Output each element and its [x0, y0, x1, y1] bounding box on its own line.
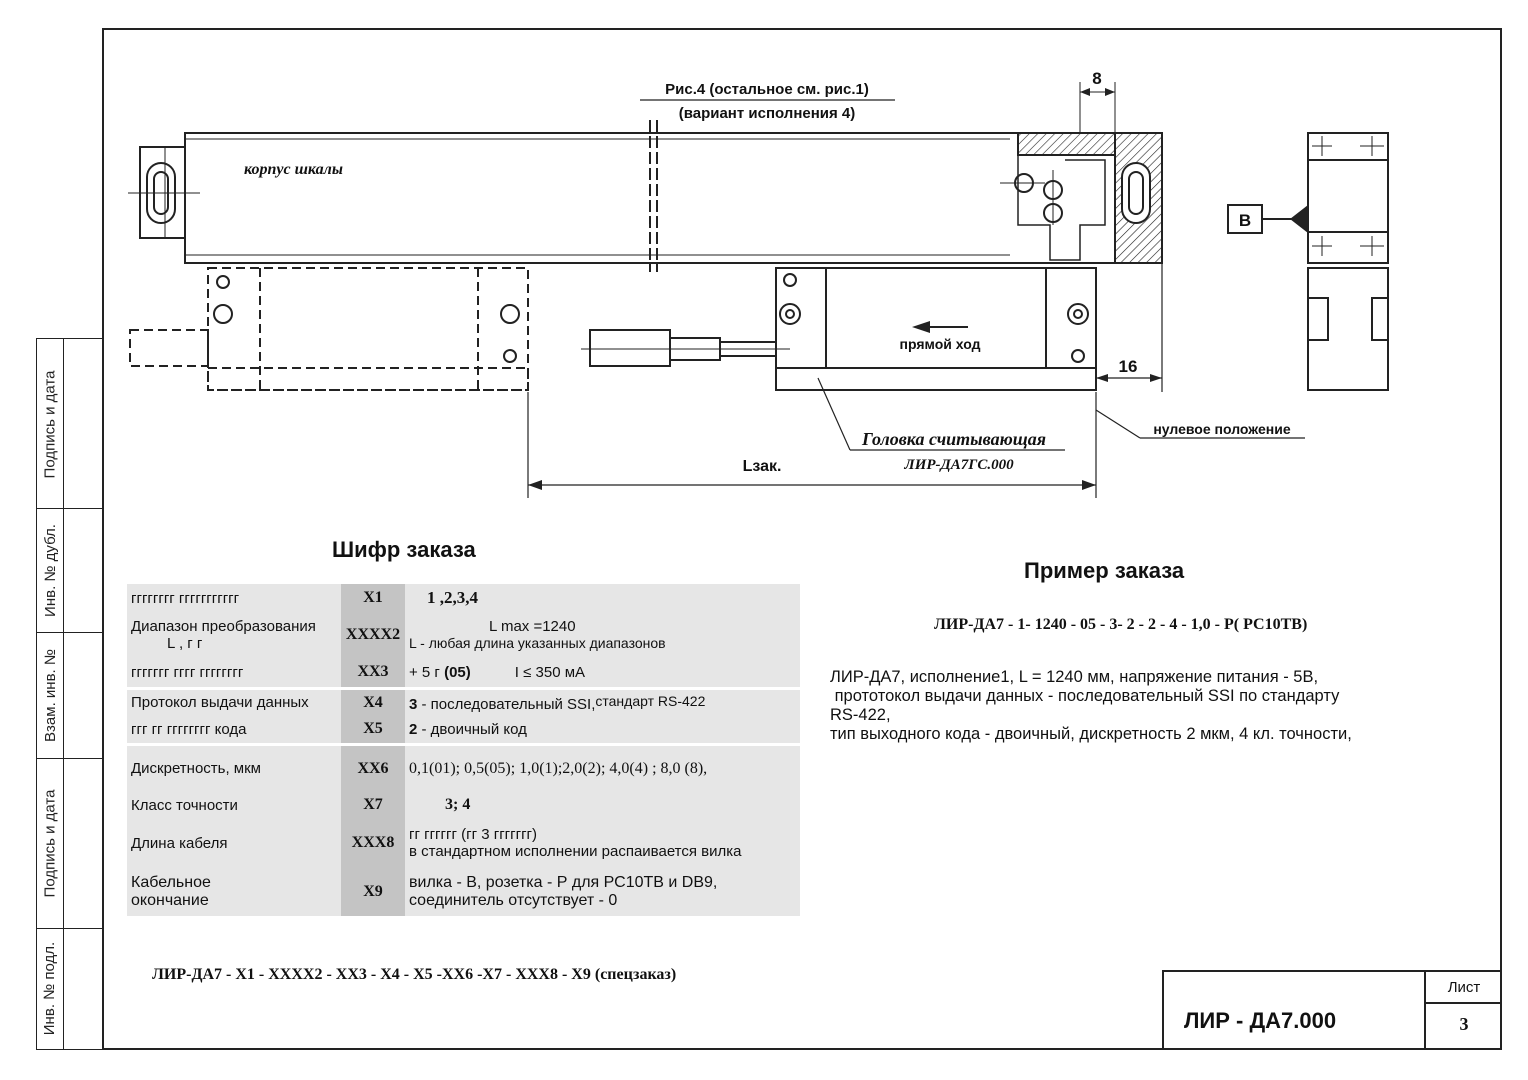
row-code: X5	[341, 716, 405, 744]
table-row	[127, 868, 800, 916]
row-value: 1 ,2,3,4	[405, 584, 800, 612]
row-code: X7	[341, 792, 405, 818]
row-value: 3 - последовательный SSI,стандарт RS-422	[405, 688, 800, 716]
row-code: X4	[341, 688, 405, 716]
row-name: ггггггг гггг гггггггг	[127, 658, 341, 688]
row-value: 3; 4	[405, 792, 800, 818]
example-line: прототокол выдачи данных - последовательный SSI по стандарту	[830, 687, 1340, 705]
order-code-formula: ЛИР-ДА7 - X1 - XXXX2 - XX3 - X4 - X5 -XX6 -X7 - XXX8 - X9 (спецзаказ)	[152, 966, 677, 983]
side-label-duplicate-inv: Инв. № дубл.	[41, 523, 59, 617]
example-line: тип выходного кода - двоичный, дискретность 2 мкм, 4 кл. точности,	[830, 725, 1352, 743]
side-label-replacement-inv: Взам. инв. №	[41, 648, 59, 742]
length-label: Lзак.	[742, 458, 782, 475]
table-row	[127, 612, 800, 658]
row-value: L max =1240 L - любая длина указанных диапазонов	[405, 612, 800, 658]
table-row	[127, 716, 800, 744]
stamp-designation: ЛИР - ДА7.000	[1184, 1008, 1337, 1033]
reading-head-label: Головка считывающая	[862, 429, 1046, 449]
scale-end-section	[1000, 82, 1162, 263]
side-label-original-inv: Инв. № подл.	[41, 941, 59, 1035]
table-row	[127, 688, 800, 716]
table-row	[127, 792, 800, 818]
row-code: XX3	[341, 658, 405, 688]
row-code: XXX8	[341, 818, 405, 868]
example-code: ЛИР-ДА7 - 1- 1240 - 05 - 3- 2 - 2 - 4 - 1,0 - Р( РС10ТВ)	[934, 616, 1308, 633]
row-code: X9	[341, 868, 405, 916]
row-name: Дискретность, мкм	[127, 744, 341, 792]
view-b-label: В	[1238, 211, 1252, 230]
figure-caption: Рис.4 (остальное см. рис.1)	[665, 81, 869, 98]
side-label-signature-date-2: Подпись и дата	[41, 789, 59, 897]
zero-position-label: нулевое положение	[1153, 421, 1291, 437]
dimension-16: 16	[1118, 357, 1138, 376]
stamp-divider	[1424, 1002, 1502, 1004]
row-value: 2 - двоичный код	[405, 716, 800, 744]
row-name: Класс точности	[127, 792, 341, 818]
row-value: 0,1(01); 0,5(05); 1,0(1);2,0(2); 4,0(4) ; 8,0 (8),	[405, 744, 800, 792]
example-description	[830, 668, 1490, 744]
stamp-sheet-number: 3	[1459, 1014, 1469, 1034]
row-name: гггггггг ггггггггггг	[127, 584, 341, 612]
table-row	[127, 584, 800, 612]
row-value: + 5 г (05) I ≤ 350 мА	[405, 658, 800, 688]
figure-variant: (вариант исполнения 4)	[678, 105, 856, 122]
table-row	[127, 744, 800, 792]
reading-head-code: ЛИР-ДА7ГС.000	[904, 457, 1014, 473]
title-stamp	[1162, 970, 1502, 1050]
order-code-title: Шифр заказа	[332, 537, 476, 562]
reading-head	[581, 268, 1096, 390]
row-value: гг гггггг (гг 3 ггггггг) в стандартном исполнении распаивается вилка	[405, 818, 800, 868]
row-name: Диапазон преобразования L , г г	[127, 612, 341, 658]
side-label-signature-date: Подпись и дата	[41, 370, 59, 478]
side-view-b	[1228, 133, 1388, 390]
row-name: Кабельное окончание	[127, 868, 341, 916]
scale-body-label: корпус шкалы	[244, 161, 343, 178]
table-row	[127, 658, 800, 688]
row-name: Протокол выдачи данных	[127, 688, 341, 716]
row-name: ггг гг гггггггг кода	[127, 716, 341, 744]
example-line: RS-422,	[830, 706, 891, 724]
row-value: вилка - В, розетка - Р для РС10ТВ и DB9, соединитель отсутствует - 0	[405, 868, 800, 916]
row-code: X1	[341, 584, 405, 612]
direction-label: прямой ход	[899, 336, 981, 352]
scale-body	[128, 120, 1115, 272]
row-name: Длина кабеля	[127, 818, 341, 868]
example-line: ЛИР-ДА7, исполнение1, L = 1240 мм, напряжение питания - 5В,	[830, 668, 1319, 686]
row-code: XXXX2	[341, 612, 405, 658]
order-code-table	[127, 584, 800, 916]
table-row	[127, 818, 800, 868]
row-code: XX6	[341, 744, 405, 792]
dimension-8: 8	[1092, 69, 1102, 88]
example-title: Пример заказа	[1024, 558, 1185, 583]
stamp-sheet-label: Лист	[1447, 979, 1481, 996]
head-alternate-position	[130, 268, 528, 390]
